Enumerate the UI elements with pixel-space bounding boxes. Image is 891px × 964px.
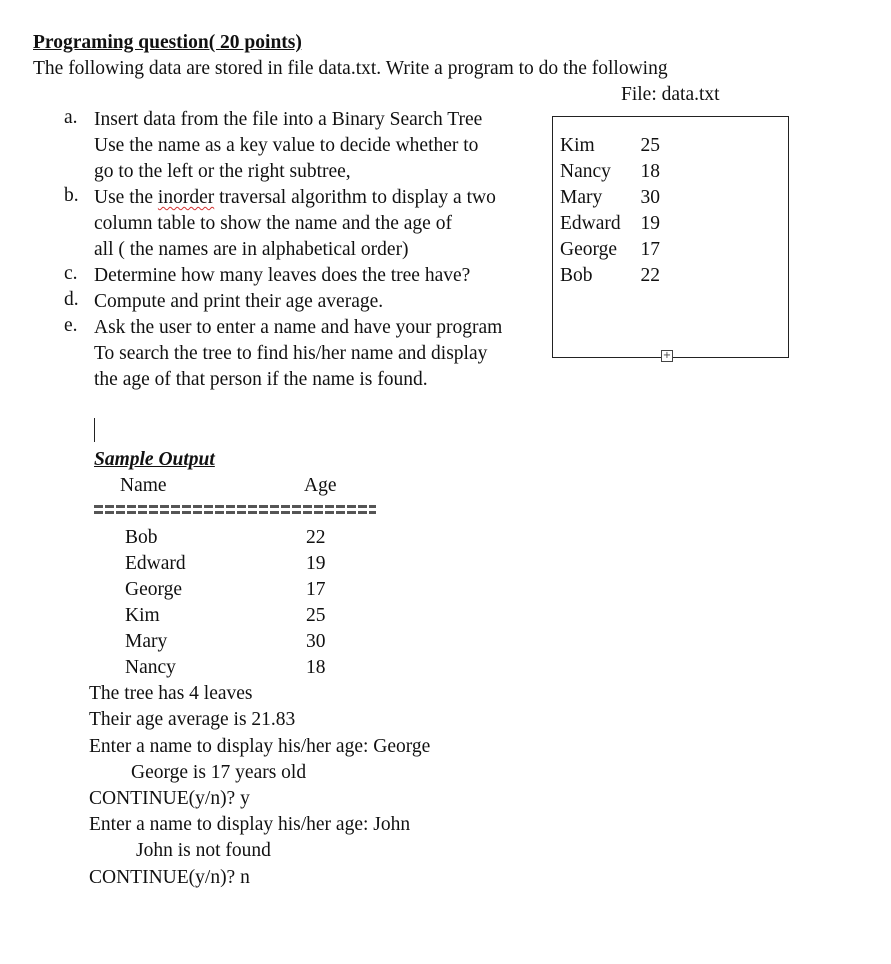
task-line: go to the left or the right subtree, — [94, 161, 351, 182]
data-name: Kim — [560, 135, 595, 156]
data-age: 18 — [640, 161, 660, 182]
output-name: Edward — [125, 553, 186, 574]
output-row — [125, 655, 335, 681]
average-line: Their age average is 21.83 — [89, 709, 296, 730]
data-row — [560, 133, 670, 159]
output-age: 30 — [306, 631, 326, 652]
data-age: 30 — [640, 187, 660, 208]
textbox-resize-handle-icon[interactable]: + — [662, 350, 672, 361]
column-header-age: Age — [304, 475, 337, 496]
task-line: To search the tree to find his/her name and display — [94, 343, 488, 364]
data-row — [560, 263, 670, 289]
task-letter: b. — [64, 185, 79, 206]
header-separator — [94, 505, 376, 514]
task-line: all ( the names are in alphabetical order) — [94, 239, 409, 260]
data-age: 19 — [640, 213, 660, 234]
task-letter: d. — [64, 289, 79, 310]
output-row — [125, 577, 335, 603]
intro-text: The following data are stored in file data.txt. Write a program to do the following — [33, 58, 668, 79]
leaves-line: The tree has 4 leaves — [89, 683, 253, 704]
data-name: Mary — [560, 187, 603, 208]
task-letter: e. — [64, 315, 78, 336]
sample-output-title: Sample Output — [94, 449, 215, 470]
output-age: 17 — [306, 579, 326, 600]
task-line: Insert data from the file into a Binary Search Tree — [94, 109, 483, 130]
output-age: 18 — [306, 657, 326, 678]
data-name: Edward — [560, 213, 621, 234]
task-letter: a. — [64, 107, 78, 128]
data-file-textbox[interactable] — [552, 116, 789, 361]
task-line: column table to show the name and the age of — [94, 213, 452, 234]
task-line-part: Use the — [94, 187, 158, 208]
column-header-name: Name — [120, 475, 167, 496]
output-age: 25 — [306, 605, 326, 626]
data-name: George — [560, 239, 618, 260]
data-row — [560, 211, 670, 237]
output-name: George — [125, 579, 183, 600]
output-name: Nancy — [125, 657, 176, 678]
data-name: Nancy — [560, 161, 611, 182]
output-age: 19 — [306, 553, 326, 574]
prompt-line: Enter a name to display his/her age: John — [89, 814, 411, 835]
text-cursor — [94, 418, 95, 442]
output-row — [125, 629, 335, 655]
task-line: Compute and print their age average. — [94, 291, 384, 312]
output-name: Mary — [125, 631, 168, 652]
data-age: 22 — [640, 265, 660, 286]
task-line: Determine how many leaves does the tree have? — [94, 265, 471, 286]
output-row — [125, 525, 335, 551]
task-line: Ask the user to enter a name and have your program — [94, 317, 503, 338]
output-row — [125, 551, 335, 577]
spellcheck-word: inorder — [157, 187, 215, 208]
data-row — [560, 185, 670, 211]
task-line: Use the name as a key value to decide whether to — [94, 135, 479, 156]
output-row — [125, 603, 335, 629]
page-heading: Programing question( 20 points) — [33, 32, 302, 53]
file-label: File: data.txt — [621, 84, 720, 105]
task-letter: c. — [64, 263, 78, 284]
data-name: Bob — [560, 265, 593, 286]
data-age: 17 — [640, 239, 660, 260]
data-row — [560, 237, 670, 263]
output-name: Kim — [125, 605, 160, 626]
result-line: John is not found — [136, 840, 271, 861]
prompt-line: Enter a name to display his/her age: George — [89, 736, 431, 757]
task-line-part: traversal algorithm to display a two — [214, 187, 496, 208]
output-age: 22 — [306, 527, 326, 548]
result-line: George is 17 years old — [131, 762, 307, 783]
task-line: the age of that person if the name is found. — [94, 369, 428, 390]
data-age: 25 — [640, 135, 660, 156]
task-line — [94, 185, 496, 211]
output-name: Bob — [125, 527, 158, 548]
continue-line: CONTINUE(y/n)? y — [89, 788, 250, 809]
continue-line: CONTINUE(y/n)? n — [89, 867, 250, 888]
data-row — [560, 159, 670, 185]
